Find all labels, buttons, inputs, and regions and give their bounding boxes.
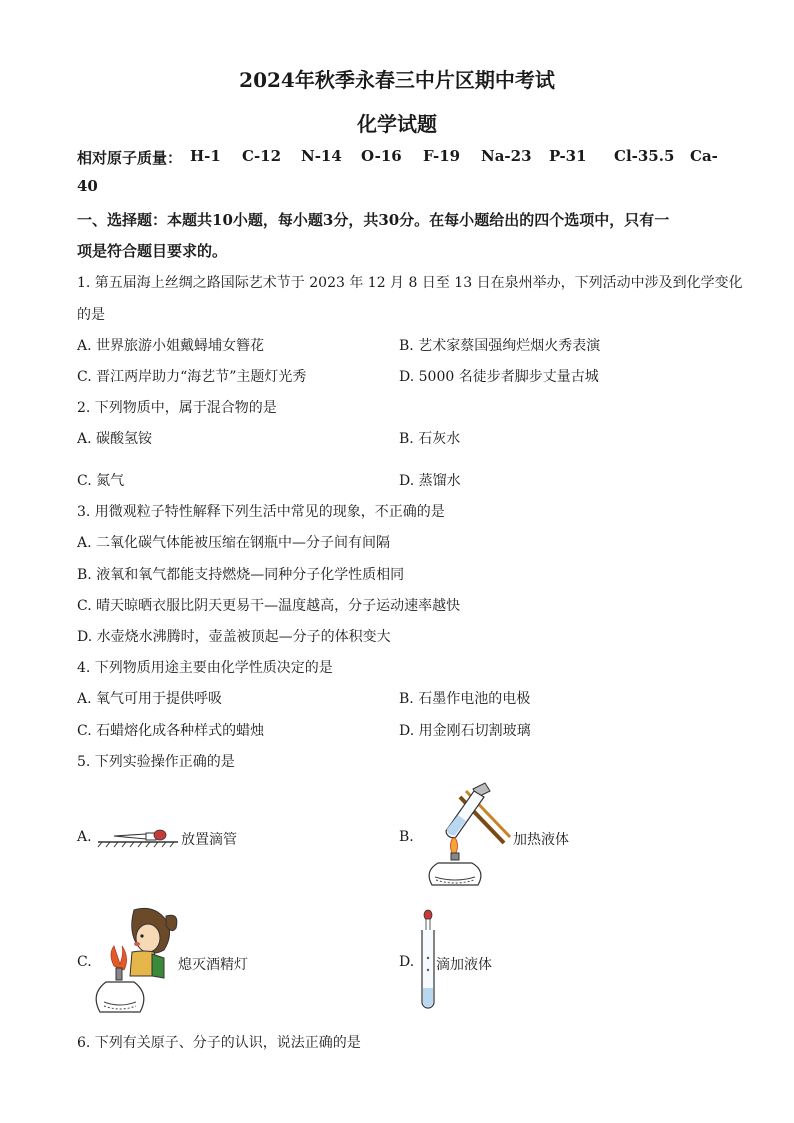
atomic-mass-item: C-12 [242, 147, 282, 165]
q1-option-b[interactable]: B. 艺术家蔡国强绚烂烟火秀表演 [399, 338, 601, 354]
q4-option-c[interactable]: C. 石蜡熔化成各种样式的蜡烛 [77, 723, 265, 739]
page-title: 2024年秋季永春三中片区期中考试 [239, 68, 555, 92]
q4-option-b[interactable]: B. 石墨作电池的电极 [399, 691, 531, 707]
page-subtitle: 化学试题 [357, 112, 437, 136]
q4-option-a[interactable]: A. 氧气可用于提供呼吸 [77, 691, 223, 707]
atomic-mass-item: Na-23 [481, 147, 532, 165]
section-heading-line1: 一、选择题：本题共10小题，每小题3分，共30分。在每小题给出的四个选项中，只有一 [77, 211, 670, 229]
q2-option-b[interactable]: B. 石灰水 [399, 431, 461, 447]
q4-stem: 4. 下列物质用途主要由化学性质决定的是 [77, 660, 333, 676]
atomic-mass-item: Ca- [690, 147, 718, 165]
q1-option-a[interactable]: A. 世界旅游小姐戴蟳埔女簪花 [77, 338, 265, 354]
atomic-mass-row [77, 147, 717, 169]
q1-stem-cont: 的是 [77, 307, 105, 323]
atomic-mass-item: F-19 [423, 147, 461, 165]
q6-stem: 6. 下列有关原子、分子的认识，说法正确的是 [77, 1035, 361, 1051]
dropper-above-tube-icon [420, 910, 436, 1010]
blowing-lamp-girl-icon [94, 906, 182, 1018]
atomic-mass-item: N-14 [301, 147, 342, 165]
q2-option-c[interactable]: C. 氮气 [77, 473, 125, 489]
q5-option-d[interactable]: D. [399, 954, 415, 970]
q5-option-b-caption: 加热液体 [513, 832, 569, 848]
q1-option-c[interactable]: C. 晋江两岸助力“海艺节”主题灯光秀 [77, 369, 307, 385]
heating-test-tube-icon [418, 785, 518, 893]
atomic-mass-item: H-1 [190, 147, 221, 165]
q3-stem: 3. 用微观粒子特性解释下列生活中常见的现象，不正确的是 [77, 504, 445, 520]
q5-stem: 5. 下列实验操作正确的是 [77, 754, 235, 770]
q2-option-d[interactable]: D. 蒸馏水 [399, 473, 461, 489]
atomic-mass-tail: 40 [77, 177, 98, 195]
atomic-mass-item: Cl-35.5 [614, 147, 675, 165]
q3-option-c[interactable]: C. 晴天晾晒衣服比阴天更易干—温度越高，分子运动速率越快 [77, 598, 461, 614]
atomic-mass-item: P-31 [549, 147, 587, 165]
q2-stem: 2. 下列物质中，属于混合物的是 [77, 400, 277, 416]
q1-stem: 1. 第五届海上丝绸之路国际艺术节于 2023 年 12 月 8 日至 13 日在泉州举办，下列活动中涉及到化学变化 [77, 275, 743, 291]
q5-option-b[interactable]: B. [399, 829, 414, 845]
section-heading-line2: 项是符合题目要求的。 [77, 242, 228, 260]
dropper-on-table-icon [96, 822, 186, 848]
q5-option-a[interactable]: A. [77, 829, 92, 845]
q5-option-c[interactable]: C. [77, 954, 92, 970]
atomic-mass-label: 相对原子质量： [77, 149, 183, 167]
q3-option-b[interactable]: B. 液氧和氧气都能支持燃烧—同种分子化学性质相同 [77, 567, 405, 583]
q5-option-c-caption: 熄灭酒精灯 [178, 957, 248, 973]
q2-option-a[interactable]: A. 碳酸氢铵 [77, 431, 153, 447]
q5-option-a-caption: 放置滴管 [181, 832, 237, 848]
q1-option-d[interactable]: D. 5000 名徒步者脚步丈量古城 [399, 369, 599, 385]
q3-option-a[interactable]: A. 二氧化碳气体能被压缩在钢瓶中—分子间有间隔 [77, 535, 391, 551]
q3-option-d[interactable]: D. 水壶烧水沸腾时，壶盖被顶起—分子的体积变大 [77, 629, 391, 645]
q5-option-d-caption: 滴加液体 [436, 957, 492, 973]
q4-option-d[interactable]: D. 用金刚石切割玻璃 [399, 723, 531, 739]
atomic-mass-item: O-16 [361, 147, 402, 165]
